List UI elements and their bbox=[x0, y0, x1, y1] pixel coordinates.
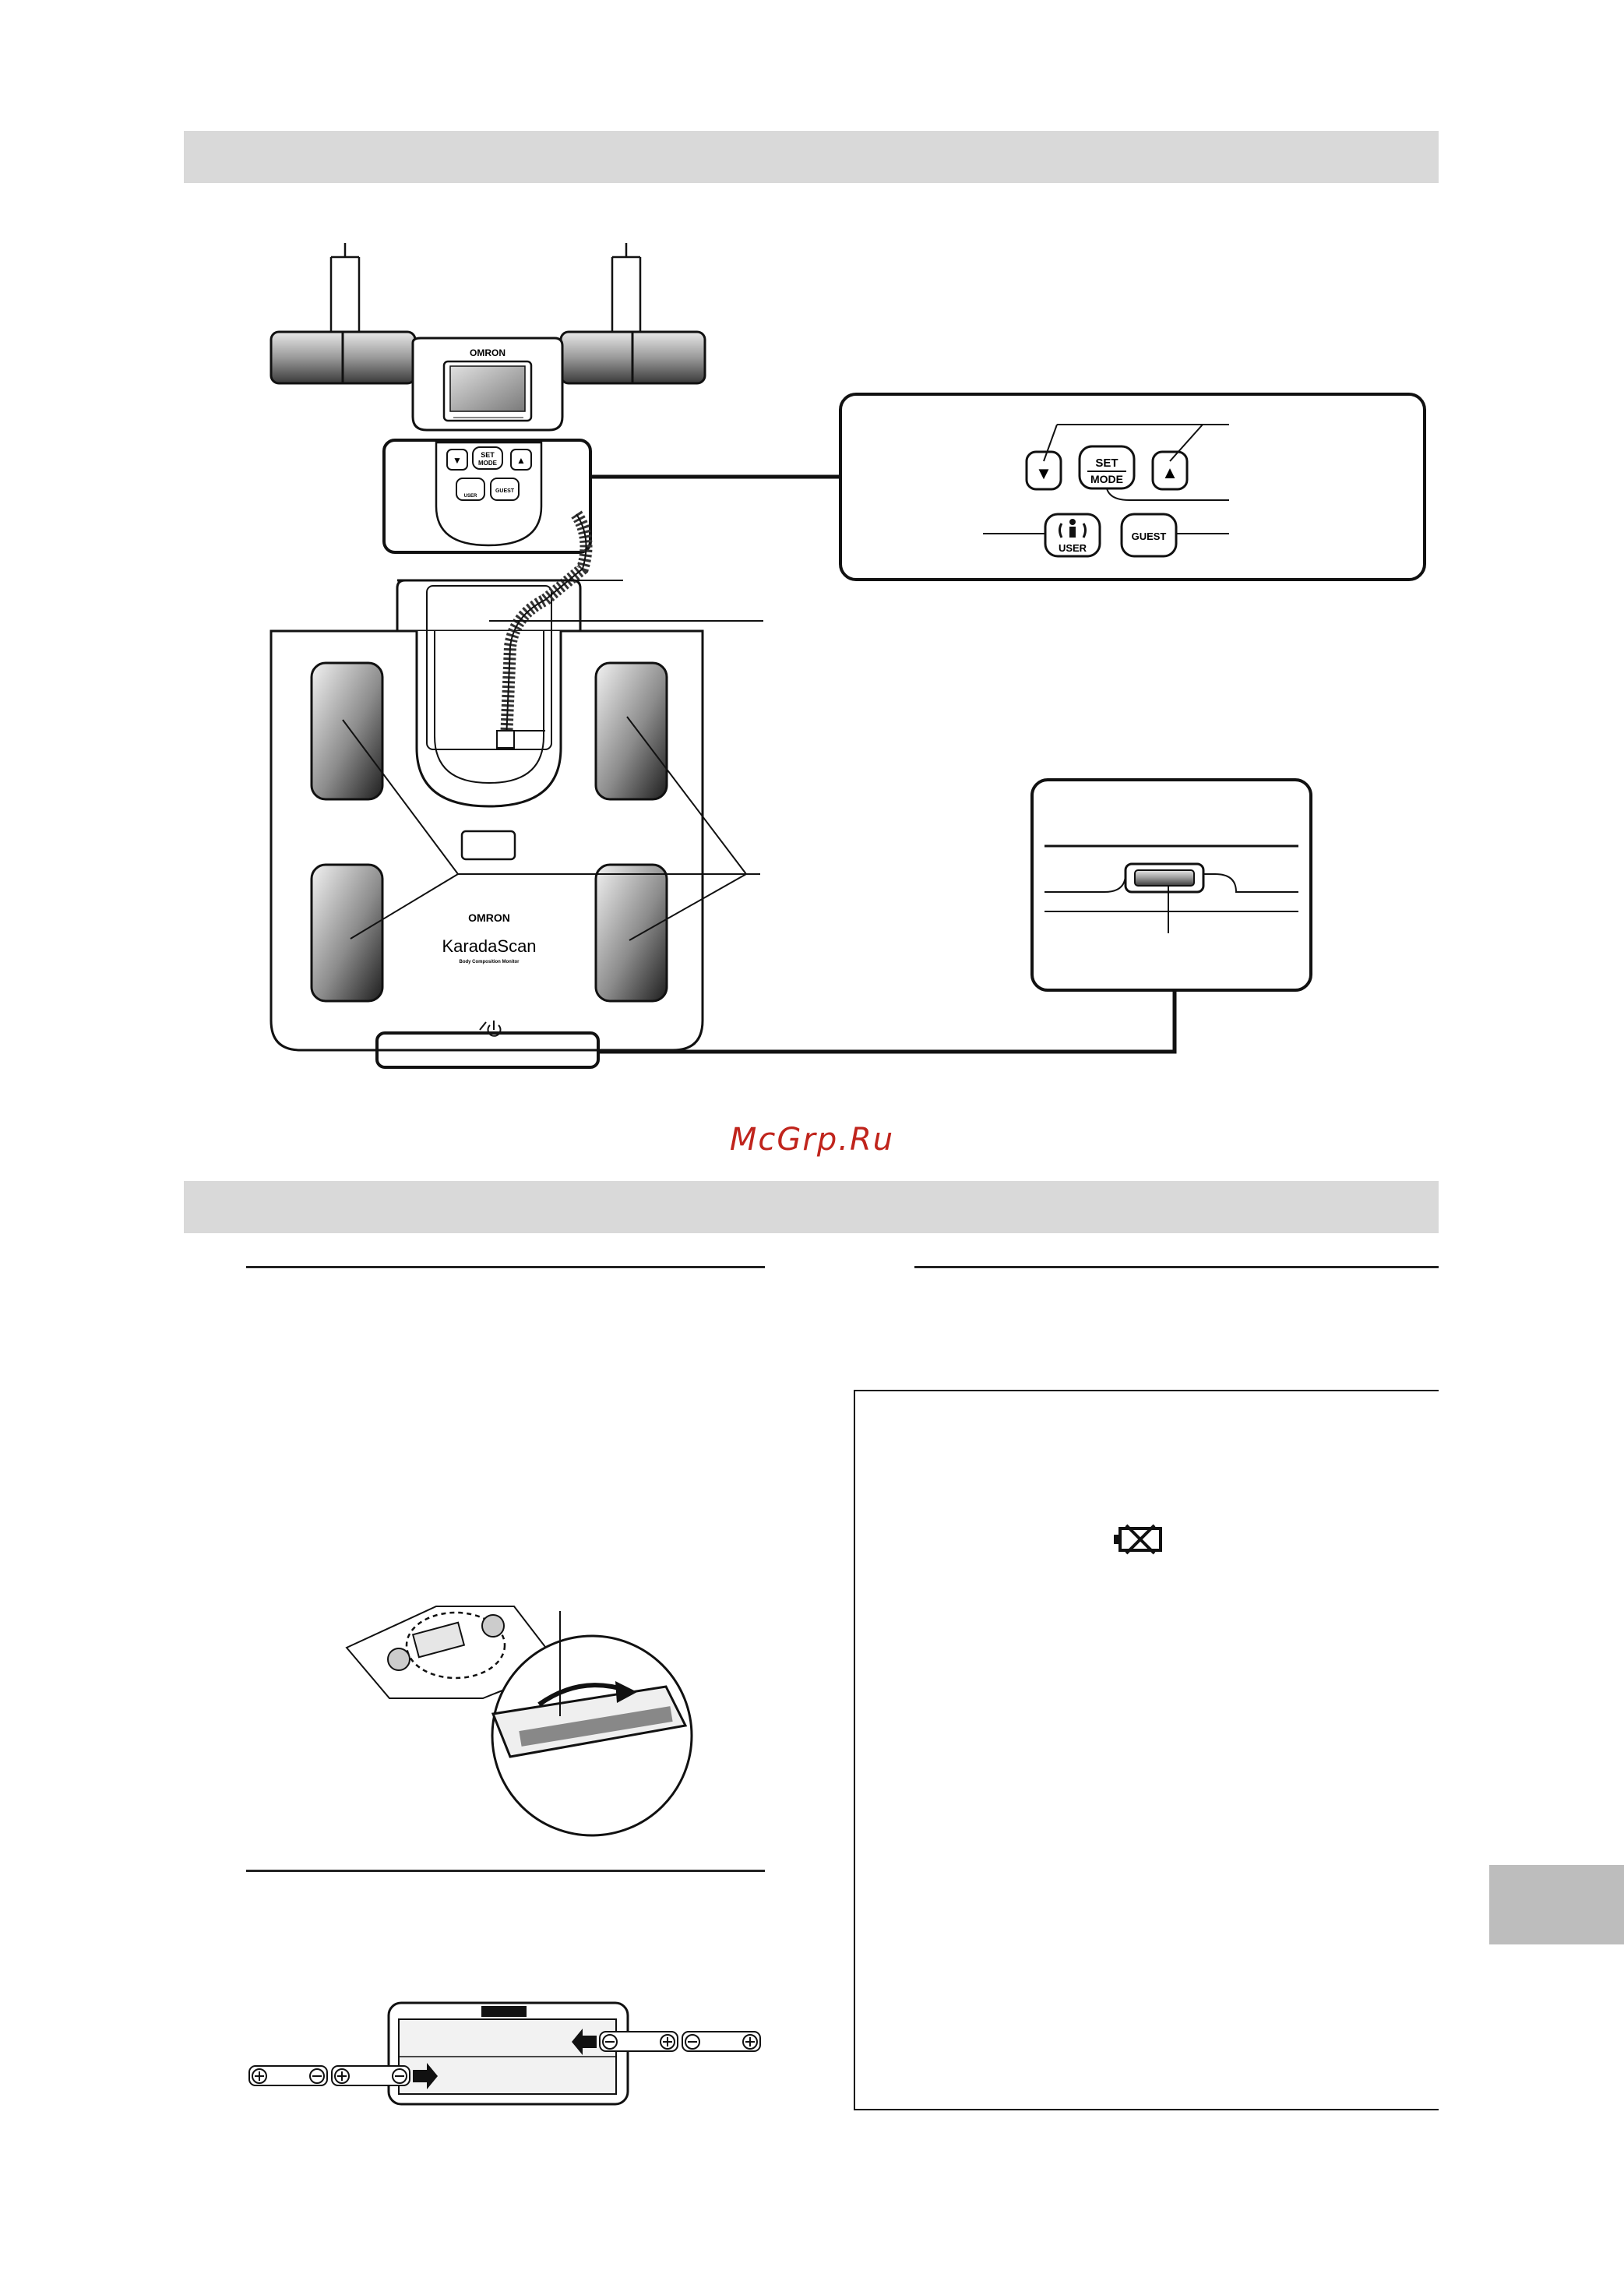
battery-insert-illustration bbox=[249, 2003, 760, 2104]
battery-cover-detail bbox=[1032, 780, 1311, 990]
svg-text:USER: USER bbox=[463, 494, 477, 499]
svg-text:GUEST: GUEST bbox=[495, 488, 515, 494]
watermark-text: McGrp.Ru bbox=[729, 1122, 895, 1158]
foot-electrode-left-front bbox=[312, 663, 382, 799]
svg-text:MODE: MODE bbox=[478, 460, 497, 467]
display-screen bbox=[450, 366, 525, 411]
hand-unit-brand: OMRON bbox=[470, 347, 506, 358]
button-panel-detail bbox=[840, 394, 1425, 580]
foot-electrode-right-front bbox=[596, 663, 667, 799]
battery-cover-latch bbox=[1135, 870, 1194, 886]
foot-electrode-right-rear bbox=[596, 865, 667, 1001]
battery-low-icon bbox=[1114, 1525, 1161, 1553]
scale-product-name: KaradaScan bbox=[442, 936, 537, 956]
svg-text:▼: ▼ bbox=[453, 455, 462, 466]
hand-unit bbox=[271, 243, 705, 430]
battery-cover-open-illustration bbox=[347, 1606, 692, 1835]
mode-label: MODE bbox=[1090, 473, 1123, 485]
guest-label: GUEST bbox=[1131, 531, 1167, 542]
svg-text:SET: SET bbox=[481, 451, 495, 459]
scale-tagline: Body Composition Monitor bbox=[459, 960, 520, 964]
set-label: SET bbox=[1095, 457, 1118, 470]
user-label: USER bbox=[1058, 542, 1087, 554]
svg-text:▲: ▲ bbox=[516, 455, 526, 466]
foot-electrode-left-rear bbox=[312, 865, 382, 1001]
scale-brand: OMRON bbox=[468, 911, 510, 924]
down-arrow-icon: ▼ bbox=[1035, 464, 1052, 483]
up-arrow-icon: ▲ bbox=[1161, 463, 1178, 482]
